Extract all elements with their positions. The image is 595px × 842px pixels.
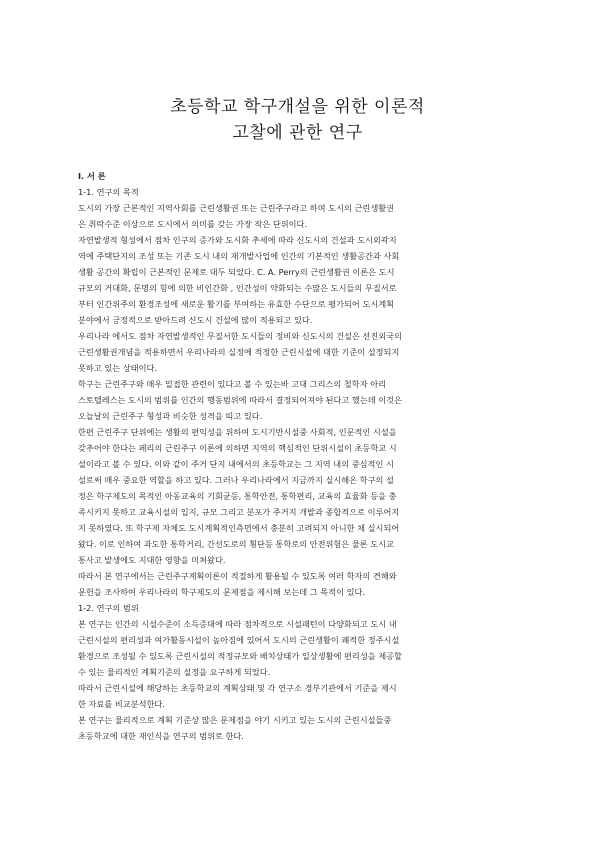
text-line: 한 자료를 비교분석한다.	[78, 699, 165, 709]
text-line: 근린생활권개념을 적용하면서 우리나라의 실정에 적정한 근린시설에 대한 기준이 설정되지	[78, 347, 400, 357]
text-line: 족시키지 못하고 교육시설의 입지, 규모 그리고 분포가 주거지 개발과 종합적으로 이루어지	[78, 507, 400, 517]
text-line: 분야에서 긍정적으로 받아드려 신도시 건설에 많이 적용되고 있다.	[78, 315, 313, 325]
text-line: 규모의 거대화, 문명의 힘에 의한 비인간화 , 인간성이 약화되는 수많은 도시들의 무질서로	[78, 283, 397, 293]
text-line: 초등학교에 대한 재인식을 연구의 범위로 한다.	[78, 731, 244, 741]
text-line: 왔다. 이로 인하여 과도한 통학거리, 간선도로의 횡단등 통학로의 안전위험은 물론 도시교	[78, 539, 394, 549]
text-line: 학구는 근린주구와 매우 밀접한 관련이 있다고 볼 수 있는바 고대 그리스의 철학자 아리	[78, 379, 387, 389]
text-line: 스토텔레스는 도시의 범위를 인간의 행동범위에 따라서 결정되어져야 된다고 했는데 이것은	[78, 395, 402, 405]
text-line: 따라서 근린시설에 해당하는 초등학교의 계획상태 및 각 연구소 경부기관에서 기준을 제시	[78, 683, 397, 693]
text-line: 근린시설의 편리성과 여가활동시설이 높아짐에 있어서 도시의 근린생활이 쾌적한 정주시설	[78, 635, 400, 645]
section-heading: Ⅰ. 서 론	[78, 171, 106, 181]
text-line: 수 있는 물리적인 계획기준의 설정을 요구하게 되었다.	[78, 667, 271, 677]
paper-title-line-1: 초등학교 학구개설을 위한 이론적	[170, 97, 425, 117]
text-line: 오늘날의 근린주구 형성과 비슷한 성격을 띠고 있다.	[78, 411, 263, 421]
paper-title-line-2: 고찰에 관한 연구	[232, 123, 363, 143]
text-line: 역에 주택단지의 조성 또는 기존 도시 내의 재개발사업에 인간의 기본적인 생활공간과 사회	[78, 251, 400, 261]
text-line: 설로써 매우 중요한 역할을 하고 있다. 그러나 우리나라에서 지금까지 실시해온 학구의 설	[78, 475, 394, 485]
text-line: 문헌을 조사하여 우리나라의 학구제도의 문제점을 제시해 보는데 그 목적이 있다.	[78, 587, 366, 597]
text-line: 본 연구는 물리적으로 계획 기준상 많은 문제점을 야기 시키고 있는 도시의 근린시설들중	[78, 715, 392, 725]
text-line: 못하고 있는 상태이다.	[78, 363, 157, 373]
text-line: 통사고 발생에도 지대한 영향을 미쳐왔다.	[78, 555, 226, 565]
text-line: 정은 학구제도의 목적인 아동교육의 기회균등, 통학안전, 통학편리, 교육의 효율화 등을 충	[78, 491, 397, 501]
text-line: 따라서 본 연구에서는 근린주구계획이론이 적절하게 활용될 수 있도록 여러 학자의 견해와	[78, 571, 397, 581]
text-line: 갖추어야 한다는 페리의 근린주구 이론에 의하면 지역의 핵심적인 단위시설이 초등학교 시	[78, 443, 397, 453]
subsection-heading: 1-2. 연구의 범위	[78, 603, 139, 613]
text-line: 은 취락수준 이상으로 도시에서 의미를 갖는 가장 작은 단위이다.	[78, 219, 308, 229]
text-line: 환경으로 조성될 수 있도록 근린시설의 적정규모와 배치상태가 일상생활에 편리성을 제공할	[78, 651, 402, 661]
text-line: 본 연구는 인간의 시설수준이 소득증대에 따라 점차적으로 시설패턴이 다양화되고 도시 내	[78, 619, 397, 629]
text-line: 설이라고 볼 수 있다. 이와 같이 주거 단지 내에서의 초등학교는 그 지역 내의 중심적인 시	[78, 459, 394, 469]
text-line: 자연발생적 형성에서 점차 인구의 증가와 도시화 추세에 따라 신도시의 건설과 도시외곽지	[78, 235, 397, 245]
body-text	[78, 168, 518, 744]
text-line: 한편 근린주구 단위에는 생활의 편익성을 위하여 도시기반시설중 사회적, 인문적인 시설을	[78, 427, 397, 437]
text-line: 지 못하였다. 또 학구제 자체도 도시계획적인측면에서 충분히 고려되지 아니한 채 실시되어	[78, 523, 400, 533]
text-line: 생활 공간의 확립이 근본적인 문제로 대두 되었다. C. A. Perry의 근린생활권 이론은 도시	[78, 267, 395, 277]
text-line: 우리나라 에서도 점차 자연발생적인 무질서한 도시들의 정비와 신도시의 건설은 선진외국의	[78, 331, 402, 341]
subsection-heading: 1-1. 연구의 목적	[78, 187, 139, 197]
text-line: 부터 인간위주의 환경조성에 새로운 활기를 부여하는 유효한 수단으로 평가되어 도시계획	[78, 299, 395, 309]
text-line: 도시의 가장 근본적인 지역사회를 근린생활권 또는 근린주구라고 하며 도시의 근린생활권	[78, 203, 395, 213]
